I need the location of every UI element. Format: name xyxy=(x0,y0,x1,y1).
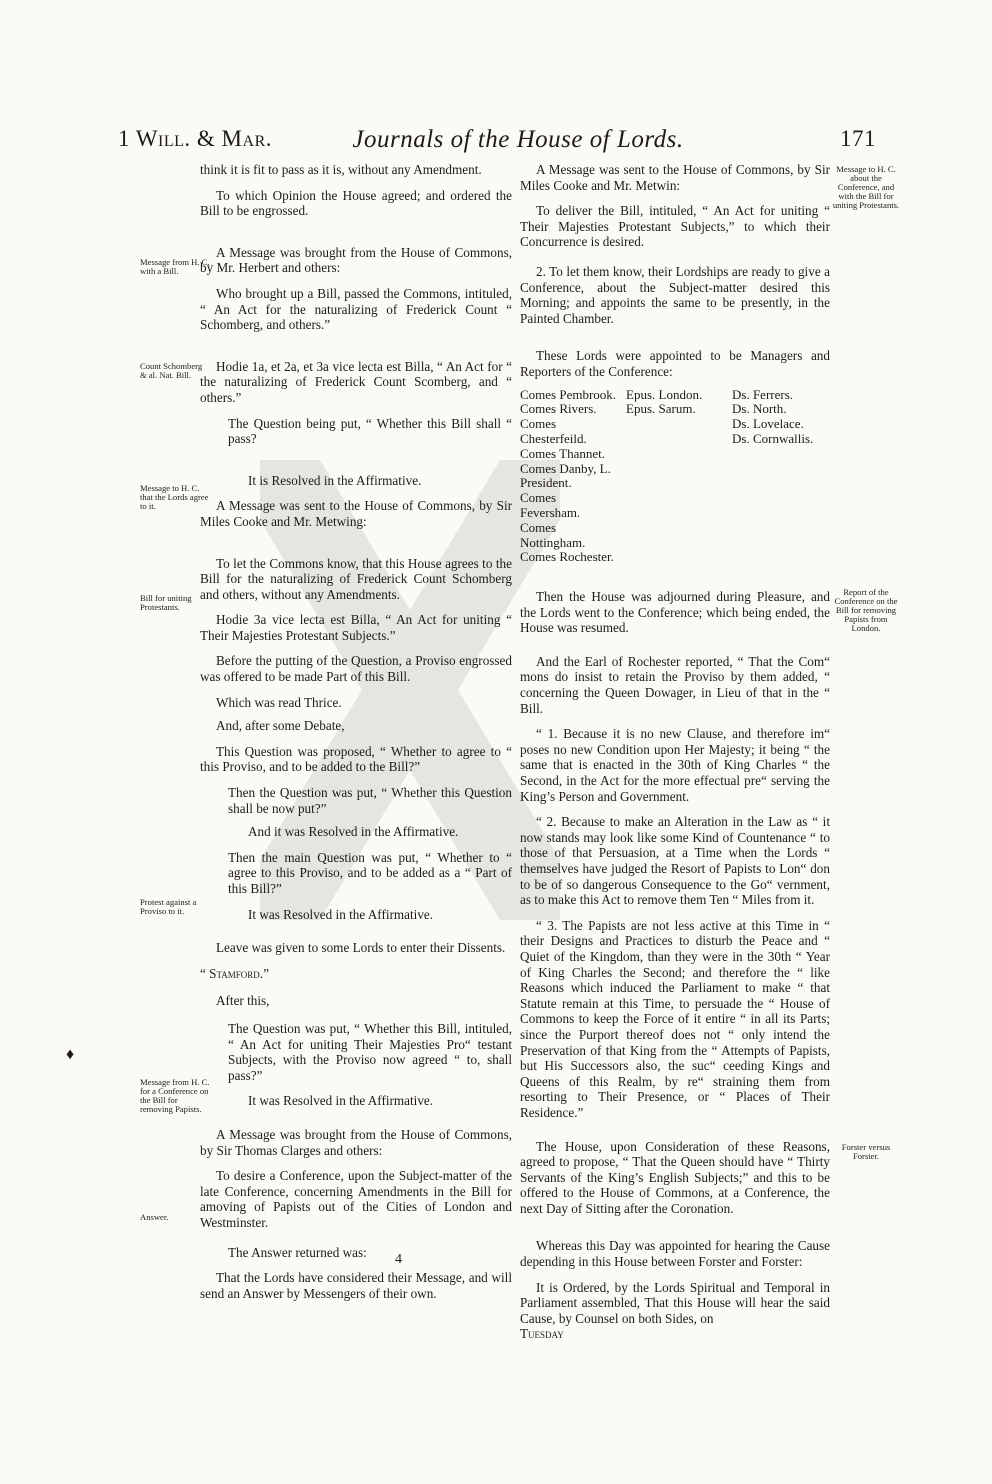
paragraph: To desire a Conference, upon the Subject-matter of the late Conference, concerning Amendments in the Bill for amoving of Papists out of the Cities of London and Westminster. xyxy=(200,1168,512,1230)
paragraph: To deliver the Bill, intituled, “ An Act for uniting “ Their Majesties Protestant Subjects,” to which their Concurrence is desired. xyxy=(520,203,830,250)
paragraph: The House, upon Consideration of these Reasons, agreed to propose, “ That the Queen should have “ Thirty Servants of the King’s English Subjects;” and this to be offered to the House of Commons, at a Conference, the next Day of Sitting after the Coronation. xyxy=(520,1138,830,1216)
left-column xyxy=(200,162,512,1301)
bullet-icon: ♦ xyxy=(66,1046,75,1063)
paragraph: think it is fit to pass as it is, without any Amendment. xyxy=(200,162,482,177)
paragraph: This Question was proposed, “ Whether to agree to “ this Proviso, and to be added to the Bill?” xyxy=(200,743,512,775)
lord-name: Ds. North. xyxy=(732,401,787,417)
margin-note: Protest against a Proviso to it. xyxy=(140,897,197,916)
paragraph: Who brought up a Bill, passed the Commons, intituled, “ An Act for the naturalizing of Frederick Count “ Schomberg, and others.” xyxy=(200,285,512,333)
paragraph: A Message was sent to the House of Commons, by Sir Miles Cooke and Mr. Metwin: xyxy=(520,162,830,193)
paragraph: To which Opinion the House agreed; and ordered the Bill to be engrossed. xyxy=(200,187,512,219)
paragraph: The Question was put, “ Whether this Bill, intituled, “ An Act for uniting Their Majesties Pro“ testant Subjects, with the Proviso now agreed “ to, shall pass?” xyxy=(228,1020,512,1083)
paragraph: The Question being put, “ Whether this Bill shall “ pass? xyxy=(228,415,512,447)
lord-name: Comes Pembrook. xyxy=(520,386,617,402)
lord-name: Ds. Ferrers. xyxy=(732,386,794,402)
lord-name: Epus. London. xyxy=(626,386,703,402)
paragraph: Then the House was adjourned during Pleasure, and the Lords went to the Conference; which being ended, the House was resumed. xyxy=(520,589,830,636)
paragraph: “ 3. The Papists are not less active at this Time in “ their Designs and Practices to disturb the Peace and “ Quiet of the Kingdom, than they were in the 30th “ Year of King Charles the Second; and therefore the “ like Reasons which induced the Parliament to make “ that Statute remain at this Time, to persuade the “ House of Commons to keep the Force of it entire “ in all its Parts; since the Purport thereof does not “ only intend the Preservation of that King from the “ Attempts of Papists, but His Successors also, the suc“ ceeding Kings and Queens of this Realm, by re“ straining them from resorting to Their Presence, or “ Places of Their Residence.” xyxy=(520,917,830,1120)
lord-name: Ds. Lovelace. xyxy=(732,416,804,432)
header-page-number: 171 xyxy=(840,126,876,151)
paragraph: Hodie 3a vice lecta est Billa, “ An Act for uniting “ Their Majesties Protestant Subjects.” xyxy=(200,612,512,643)
paragraph: It was Resolved in the Affirmative. xyxy=(248,906,434,922)
lord-name: Comes Nottingham. xyxy=(520,519,586,550)
lord-name: Comes Feversham. xyxy=(520,490,581,520)
paragraph: “ Stamford.” xyxy=(200,965,269,981)
margin-note: Message to H. C. that the Lords agree to it. xyxy=(140,483,209,511)
paragraph: “ 2. Because to make an Alteration in the Law as “ it now stands may look like some Kind of Countenance “ to those of that Persuasion, at a Time when the Lords “ themselves have judged the Resort of Papists to Lon“ don to be of so dangerous Consequence to the Go“ vernment, as to make this Act to remove them Ten “ Miles from it. xyxy=(520,814,830,908)
paragraph: A Message was brought from the House of Commons, by Sir Thomas Clarges and others: xyxy=(200,1126,512,1158)
paragraph: And, after some Debate, xyxy=(216,718,345,734)
lord-name: Comes Rivers. xyxy=(520,401,597,417)
header-left: 1 Will. & Mar. xyxy=(118,126,272,151)
paragraph: Hodie 1a, et 2a, et 3a vice lecta est Billa, “ An Act for “ the naturalizing of Frederick Count Scomberg, and “ others.” xyxy=(200,358,512,405)
paragraph: After this, xyxy=(216,993,270,1009)
paragraph: Then the Question was put, “ Whether this Question shall be now put?” xyxy=(228,785,512,816)
paragraph: “ 1. Because it is no new Clause, and therefore im“ poses no new Condition upon Her Majesty; it being “ the same that is enacted in the 30th of King Charles “ the Second, in the Act for the more effectual pre“ serving the King’s Person and Government. xyxy=(520,726,830,804)
margin-note: Message from H. C. with a Bill. xyxy=(140,257,210,276)
paragraph: To let the Commons know, that this House agrees to the Bill for the naturalizing of Frederick Count Schomberg and others, without any Amendments. xyxy=(200,555,512,602)
lords-list xyxy=(520,388,830,566)
paragraph: It is Resolved in the Affirmative. xyxy=(248,472,422,488)
paragraph: Before the putting of the Question, a Proviso engrossed was offered to be made Part of this Bill. xyxy=(200,653,512,685)
margin-note: Forster versus Forster. xyxy=(841,1142,891,1161)
margin-note: Bill for uniting Protestants. xyxy=(140,593,192,612)
paragraph: The Answer returned was: xyxy=(228,1244,367,1260)
lord-name: Epus. Sarum. xyxy=(626,401,696,417)
paragraph: Then the main Question was put, “ Whether to “ agree to this Proviso, and to be added as a “ Part of this Bill?” xyxy=(228,849,512,896)
margin-note: Message from H. C. for a Conference on the Bill for removing Papists. xyxy=(140,1077,210,1114)
lord-name: Comes Thannet. xyxy=(520,445,605,461)
paragraph: Whereas this Day was appointed for hearing the Cause depending in this House between Forster and Forster: xyxy=(520,1238,830,1270)
paragraph: 2. To let them know, their Lordships are ready to give a Conference, about the Subject-matter desired this Morning; and appoints the same to be presently, in the Painted Chamber. xyxy=(520,263,830,326)
paragraph: A Message was sent to the House of Commons, by Sir Miles Cooke and Mr. Metwing: xyxy=(200,498,512,529)
folio-number: 4 xyxy=(395,1252,402,1267)
paragraph: That the Lords have considered their Message, and will send an Answer by Messengers of their own. xyxy=(200,1270,512,1301)
lord-name: Comes Chesterfeild. xyxy=(520,416,587,446)
paragraph: A Message was brought from the House of Commons, by Mr. Herbert and others: xyxy=(200,244,512,276)
paragraph: Leave was given to some Lords to enter their Dissents. xyxy=(216,940,506,956)
margin-note: Report of the Conference on the Bill for removing Papists from London. xyxy=(834,587,898,633)
lord-name: Comes Danby, L. President. xyxy=(520,460,611,491)
paragraph: It was Resolved in the Affirmative. xyxy=(248,1093,434,1109)
margin-note: Answer. xyxy=(140,1212,169,1222)
paragraph: And the Earl of Rochester reported, “ That the Com“ mons do insist to retain the Proviso by them added, “ concerning the Queen Dowager, in Lieu of that in the “ Bill. xyxy=(520,653,830,716)
paragraph: And it was Resolved in the Affirmative. xyxy=(248,824,459,840)
right-column xyxy=(520,162,830,1342)
paragraph: It is Ordered, by the Lords Spiritual and Temporal in Parliament assembled, That this House will hear the said Cause, by Counsel on both Sides, on xyxy=(520,1279,830,1326)
paragraph: Which was read Thrice. xyxy=(216,694,342,710)
margin-note: Count Schomberg & al. Nat. Bill. xyxy=(140,361,203,380)
paragraph: These Lords were appointed to be Managers and Reporters of the Conference: xyxy=(520,348,830,379)
lord-name: Comes Rochester. xyxy=(520,549,614,565)
margin-note: Message to H. C. about the Conference, and with the Bill for uniting Protestants. xyxy=(832,164,900,210)
paragraph: Tuesday xyxy=(520,1326,564,1342)
lord-name: Ds. Cornwallis. xyxy=(732,430,814,446)
header-title: Journals of the House of Lords. xyxy=(352,126,684,153)
